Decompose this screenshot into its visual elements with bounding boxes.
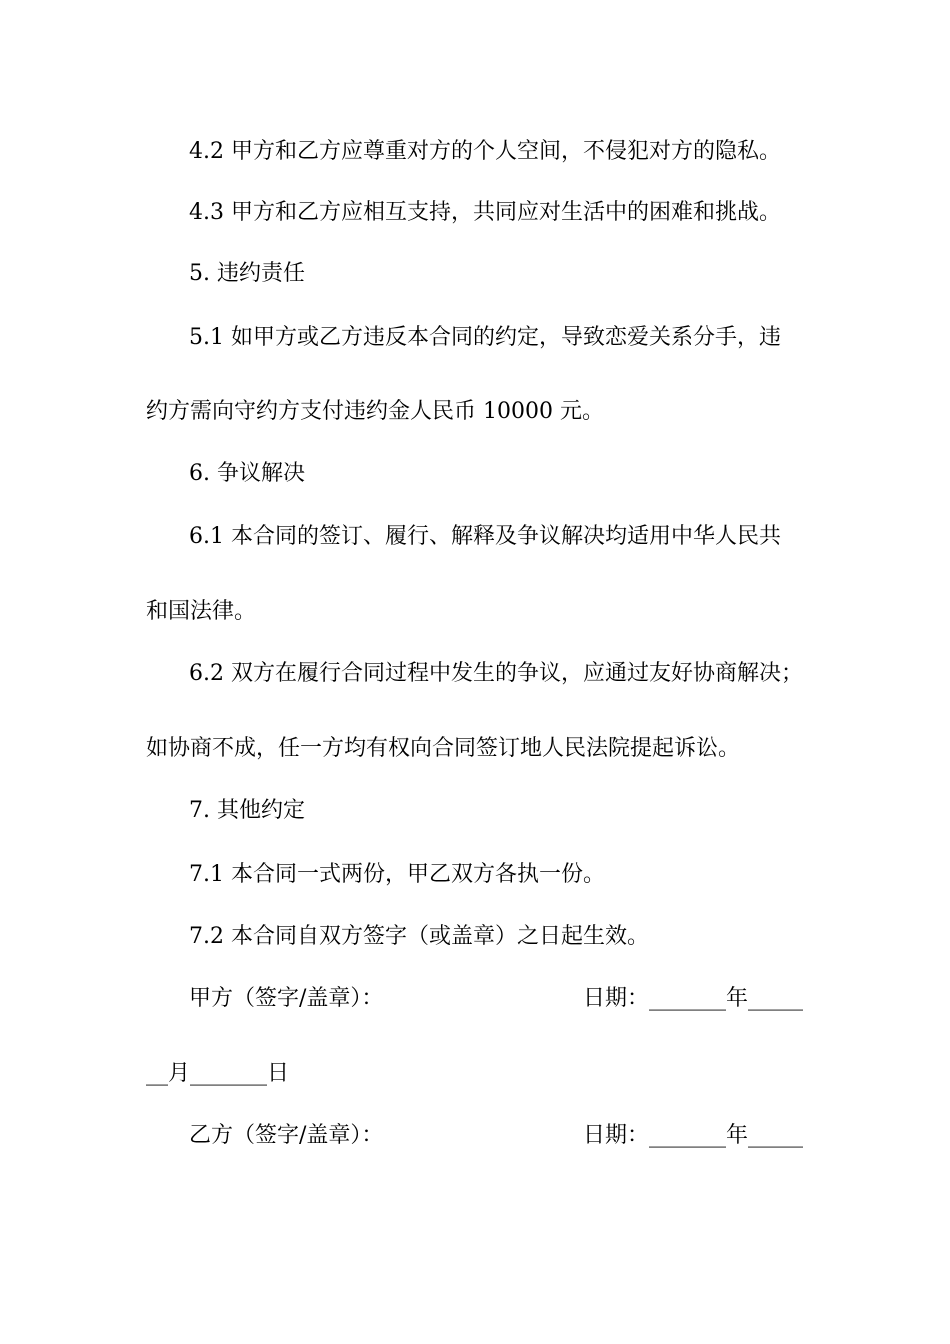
clause-4-2: 4.2 甲方和乙方应尊重对方的个人空间，不侵犯对方的隐私。 <box>189 139 781 164</box>
section-6-heading: 6. 争议解决 <box>189 461 305 486</box>
party-a-label: 甲方（签字/盖章）： <box>189 986 384 1011</box>
party-b-date-field: 日期：_______年_____ <box>583 1123 804 1148</box>
clause-7-1: 7.1 本合同一式两份，甲乙双方各执一份。 <box>189 862 605 887</box>
clause-6-2-continued: 如协商不成，任一方均有权向合同签订地人民法院提起诉讼。 <box>146 736 741 761</box>
clause-6-2: 6.2 双方在履行合同过程中发生的争议，应通过友好协商解决； <box>189 661 803 686</box>
section-7-heading: 7. 其他约定 <box>189 798 305 823</box>
clause-5-1: 5.1 如甲方或乙方违反本合同的约定，导致恋爱关系分手，违 <box>189 325 781 350</box>
party-b-signature-row <box>0 1121 950 1151</box>
party-a-date-continued: __月_______日 <box>146 1061 290 1086</box>
clause-5-1-continued: 约方需向守约方支付违约金人民币 10000 元。 <box>146 399 604 424</box>
party-a-date-field: 日期：_______年_____ <box>583 986 804 1011</box>
clause-6-1: 6.1 本合同的签订、履行、解释及争议解决均适用中华人民共 <box>189 524 781 549</box>
clause-4-3: 4.3 甲方和乙方应相互支持，共同应对生活中的困难和挑战。 <box>189 200 781 225</box>
party-b-label: 乙方（签字/盖章）： <box>189 1123 384 1148</box>
section-5-heading: 5. 违约责任 <box>189 261 305 286</box>
party-a-signature-row <box>0 984 950 1014</box>
clause-6-1-continued: 和国法律。 <box>146 599 257 624</box>
clause-7-2: 7.2 本合同自双方签字（或盖章）之日起生效。 <box>189 924 649 949</box>
